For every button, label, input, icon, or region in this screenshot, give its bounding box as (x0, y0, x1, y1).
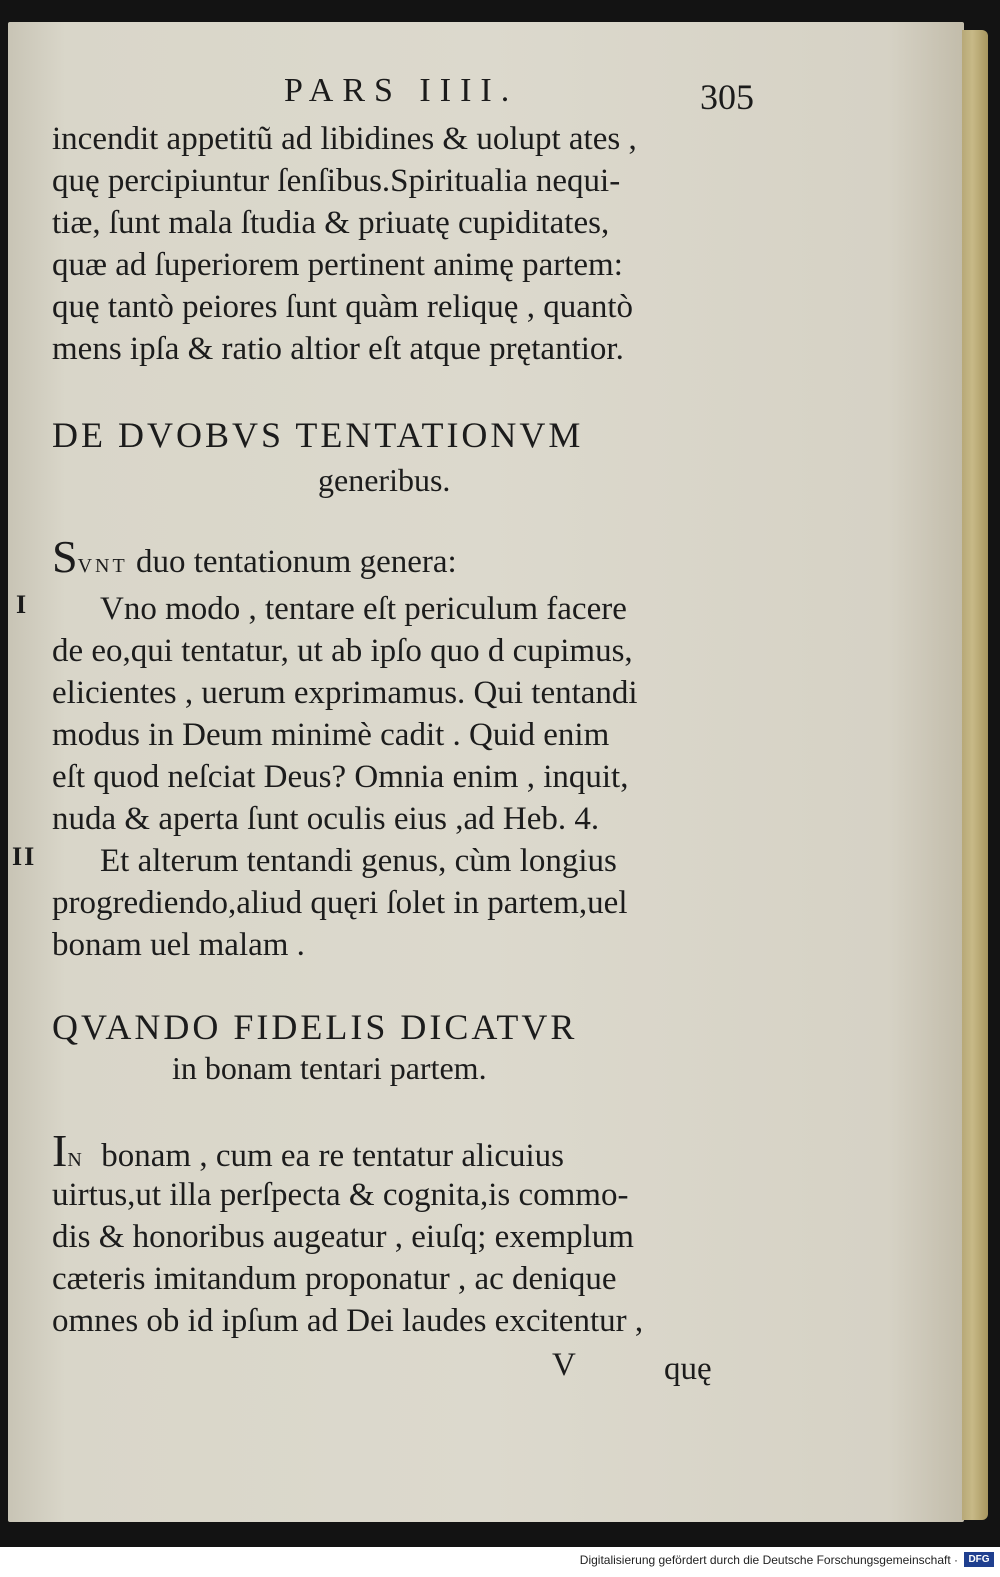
section-heading: DE DVOBVS TENTATIONVM (52, 415, 584, 455)
dfg-logo: DFG (964, 1552, 994, 1567)
small-caps: VNT (77, 555, 128, 577)
funding-credit: Digitalisierung gefördert durch die Deutsche Forschungsgemeinschaft · (579, 1553, 958, 1567)
catchword: quę (664, 1351, 712, 1387)
section-subheading: generibus. (318, 462, 451, 498)
drop-letter: I (52, 1125, 68, 1176)
text-line: de eo,qui tentatur, ut ab ipſo quo d cupimus, (52, 633, 633, 669)
text-line: omnes ob id ipſum ad Dei laudes excitentur , (52, 1303, 644, 1339)
text-line: nuda & aperta ſunt oculis eius ,ad Heb. 4. (52, 801, 600, 837)
marginal-numeral: I (16, 590, 29, 619)
text-line: uirtus,ut illa perſpecta & cognita,is commo- (52, 1177, 629, 1213)
opening-line (52, 531, 457, 585)
section-heading: QVANDO FIDELIS DICATVR (52, 1007, 578, 1047)
text-line: bonam uel malam . (52, 927, 305, 963)
text-line: progrediendo,aliud quęri ſolet in partem,uel (52, 885, 628, 921)
text-line: dis & honoribus augeatur , eiuſq; exemplum (52, 1219, 634, 1255)
marginal-numeral: II (12, 842, 37, 871)
page-edge (962, 30, 988, 1520)
text-line: Et alterum tentandi genus, cùm longius (100, 843, 617, 879)
text-line: cæteris imitandum proponatur , ac denique (52, 1261, 617, 1297)
opening-line-text: duo tentationum genera: (127, 544, 457, 580)
drop-letter: S (52, 531, 78, 582)
text-line: modus in Deum minimè cadit . Quid enim (52, 717, 610, 753)
text-line: quæ ad ſuperiorem pertinent animę partem: (52, 247, 623, 283)
opening-line-text: bonam , cum ea re tentatur alicuius (84, 1138, 565, 1174)
text-line: incendit appetitũ ad libidines & uolupt ates , (52, 121, 637, 157)
text-line: quę percipiuntur ſenſibus.Spiritualia nequi- (52, 163, 621, 199)
text-line: quę tantò peiores ſunt quàm reliquę , quantò (52, 289, 634, 325)
signature-mark: V (552, 1347, 576, 1383)
page-number: 305 (700, 77, 754, 117)
footer-bar (0, 1547, 1000, 1577)
small-caps: N (67, 1149, 85, 1171)
text-line: eſt quod neſciat Deus? Omnia enim , inquit, (52, 759, 629, 795)
text-line: tiæ, ſunt mala ſtudia & priuatę cupiditates, (52, 205, 610, 241)
opening-line (52, 1125, 565, 1179)
running-head: PARS IIII. (284, 72, 519, 109)
page-header (0, 72, 1000, 117)
text-line: Vno modo , tentare eſt periculum facere (100, 591, 627, 627)
text-line: mens ipſa & ratio altior eſt atque prętantior. (52, 331, 624, 367)
section-subheading: in bonam tentari partem. (172, 1050, 487, 1086)
text-line: elicientes , uerum exprimamus. Qui tentandi (52, 675, 638, 711)
